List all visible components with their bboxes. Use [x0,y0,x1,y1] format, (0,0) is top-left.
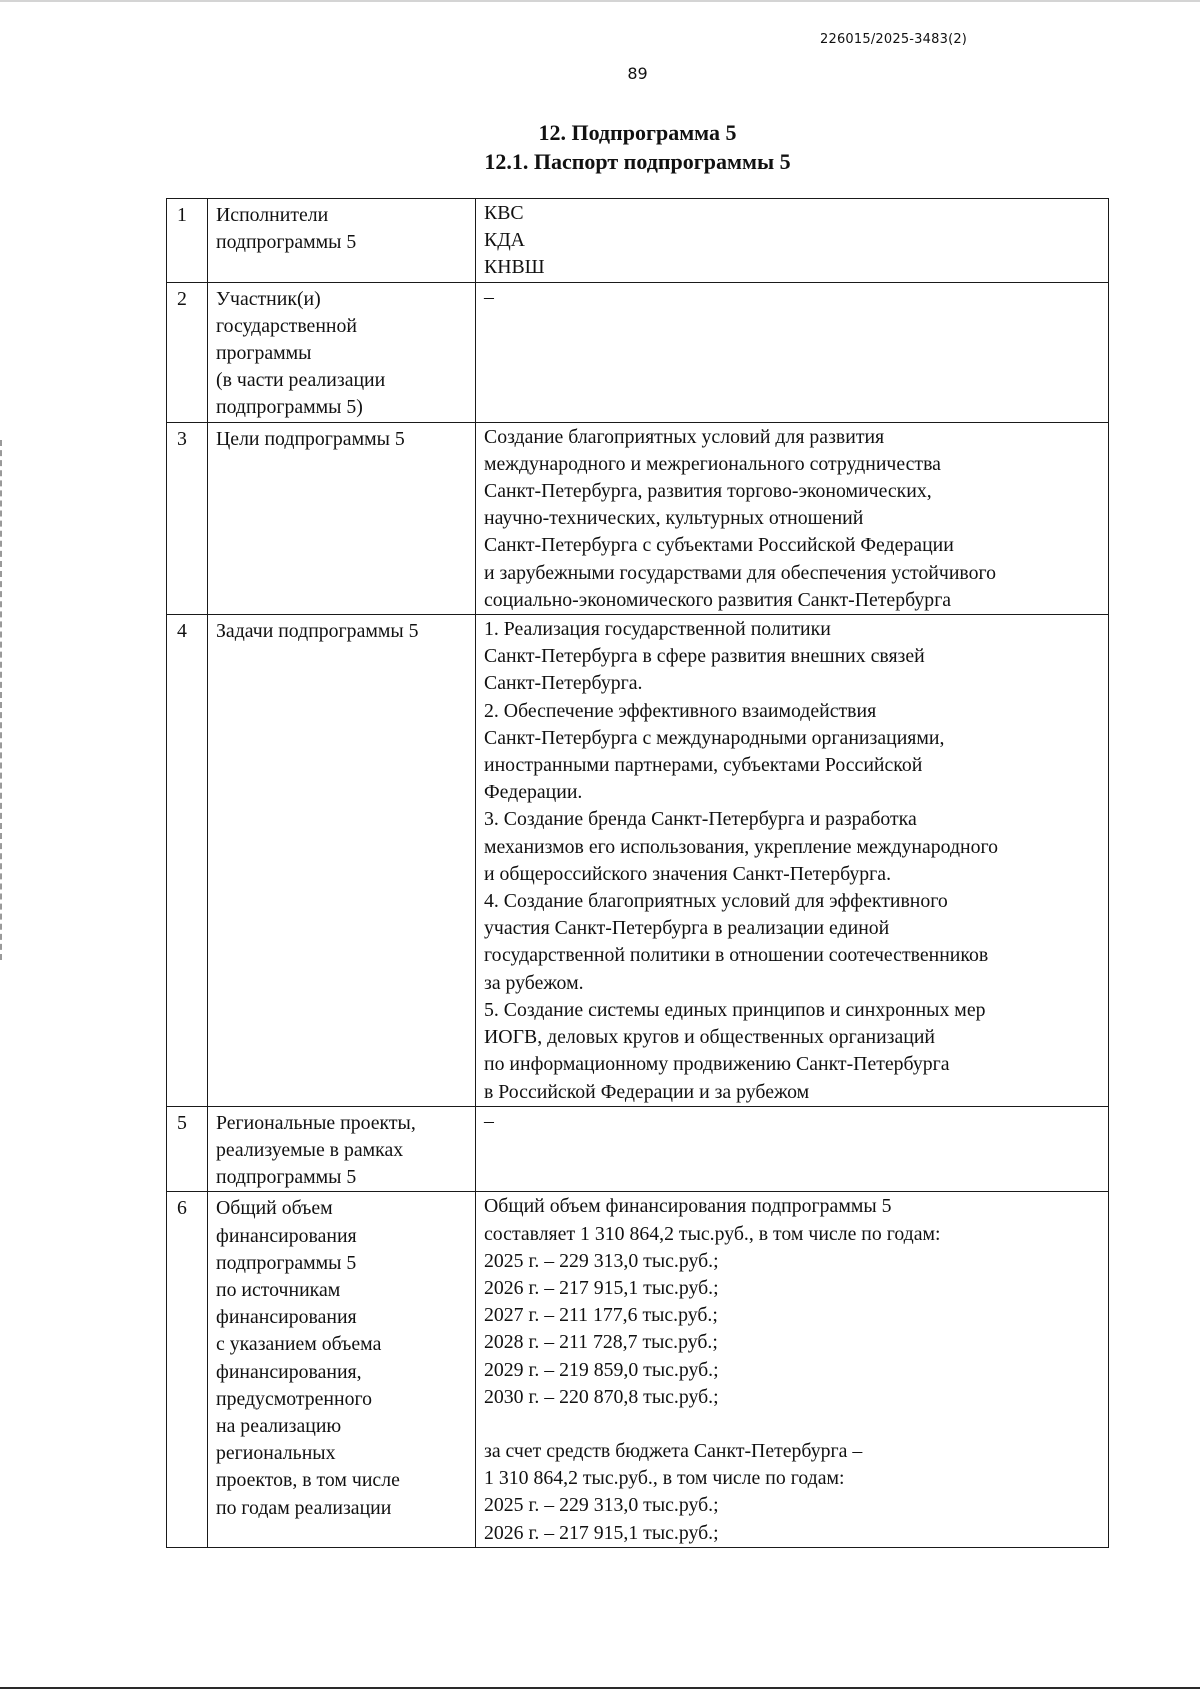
scan-edge-marks [0,440,5,960]
row-value-line: Санкт-Петербурга с субъектами Российской Федерации [484,534,954,557]
row-label-line: Региональные проекты, [216,1111,416,1134]
row-label-line: на реализацию [216,1414,342,1437]
row-value-line: по информационному продвижению Санкт-Петербурга [484,1053,950,1076]
row-value-line: за счет средств бюджета Санкт-Петербурга – [484,1439,863,1462]
row-value [476,422,1109,614]
row-value-line: Создание благоприятных условий для развития [484,425,885,448]
row-value-line: Санкт-Петербурга. [484,672,643,695]
row-label-line: подпрограммы 5 [216,231,357,254]
row-label [208,282,476,422]
row-value-line: 4. Создание благоприятных условий для эффективного [484,890,948,913]
row-label-line: финансирования, [216,1360,362,1383]
row-value-line: государственной политики в отношении соотечественников [484,944,989,967]
row-label [208,615,476,1107]
row-value [476,1106,1109,1192]
row-value-line: иностранными партнерами, субъектами Российской [484,754,923,777]
row-label-line: с указанием объема [216,1333,382,1356]
row-value-line: Санкт-Петербурга в сфере развития внешних связей [484,645,925,668]
row-label-line: Исполнители [216,204,329,226]
row-label-line: Участник(и) [216,287,321,310]
row-value [476,199,1109,283]
row-value-line: 1 310 864,2 тыс.руб., в том числе по годам: [484,1467,845,1490]
row-number: 6 [167,1192,208,1547]
row-value-line: 5. Создание системы единых принципов и синхронных мер [484,998,986,1021]
row-value-line: Общий объем финансирования подпрограммы 5 [484,1195,892,1218]
row-value [476,282,1109,422]
passport-row [167,1106,1109,1192]
document-registration-number: 226015/2025-3483(2) [820,32,968,47]
row-value-line: 2029 г. – 219 859,0 тыс.руб.; [484,1358,719,1381]
row-value-line: Санкт-Петербурга с международными организациями, [484,726,945,749]
row-value-line: КДА [484,229,525,252]
row-value-line: участия Санкт-Петербурга в реализации единой [484,917,890,940]
section-title: 12. Подпрограмма 5 [538,120,737,145]
row-value-line: и зарубежными государствами для обеспечения устойчивого [484,561,997,584]
row-label-line: региональных [216,1442,336,1465]
row-value-line: 2025 г. – 229 313,0 тыс.руб.; [484,1249,719,1272]
row-label [208,1192,476,1547]
row-label-line: (в части реализации [216,369,386,392]
row-value [476,1192,1109,1547]
passport-row [167,422,1109,614]
row-value-line: 2026 г. – 217 915,1 тыс.руб.; [484,1276,719,1299]
row-value-line: 2. Обеспечение эффективного взаимодействия [484,699,877,722]
row-value-line: составляет 1 310 864,2 тыс.руб., в том числе по годам: [484,1222,941,1245]
row-label-line: финансирования [216,1306,357,1329]
section-subtitle: 12.1. Паспорт подпрограммы 5 [484,149,791,174]
passport-table-body [167,199,1109,1548]
row-label-line: по годам реализации [216,1496,392,1519]
row-value [476,615,1109,1107]
row-value-line: социально-экономического развития Санкт-Петербурга [484,588,952,611]
row-number: 2 [167,282,208,422]
row-label [208,422,476,614]
row-value-line: 2027 г. – 211 177,6 тыс.руб.; [484,1304,718,1327]
page-number: 89 [627,64,648,83]
subprogram-passport-table [166,198,1109,1548]
row-value-line: в Российской Федерации и за рубежом [484,1080,810,1103]
section-heading [0,118,1200,176]
row-number: 5 [167,1106,208,1192]
row-number: 4 [167,615,208,1107]
row-number: 1 [167,199,208,283]
row-label-line: государственной [216,314,357,337]
passport-row [167,282,1109,422]
row-label-line: Общий объем [216,1197,333,1220]
row-value-line: механизмов его использования, укрепление международного [484,835,999,858]
row-value-line: – [484,285,494,308]
row-label-line: финансирования [216,1224,357,1247]
row-value-line: 2025 г. – 229 313,0 тыс.руб.; [484,1494,719,1517]
scan-top-edge [0,0,1200,2]
row-value-line: 1. Реализация государственной политики [484,618,831,641]
row-label-line: подпрограммы 5 [216,1166,357,1189]
passport-row [167,199,1109,283]
row-label-line: по источникам [216,1278,341,1301]
row-value-line: международного и межрегионального сотрудничества [484,452,941,475]
row-label-line: Цели подпрограммы 5 [216,427,405,450]
row-value-line: КНВШ [484,256,545,279]
row-value-line: научно-технических, культурных отношений [484,507,864,530]
row-label-line: программы [216,342,312,365]
row-value-line [484,1411,1103,1438]
scan-bottom-edge [0,1687,1200,1689]
row-label-line: Задачи подпрограммы 5 [216,620,419,643]
row-value-line: ИОГВ, деловых кругов и общественных организаций [484,1026,936,1049]
row-value-line: 2028 г. – 211 728,7 тыс.руб.; [484,1331,718,1354]
row-value-line: за рубежом. [484,971,584,994]
row-label-line: подпрограммы 5) [216,396,363,419]
passport-row [167,615,1109,1107]
row-label-line: подпрограммы 5 [216,1251,357,1274]
row-label-line: предусмотренного [216,1387,373,1410]
row-label-line: проектов, в том числе [216,1469,400,1492]
row-label [208,1106,476,1192]
row-label [208,199,476,283]
row-number: 3 [167,422,208,614]
row-value-line: Санкт-Петербурга, развития торгово-экономических, [484,480,932,503]
row-value-line: – [484,1109,494,1132]
row-value-line: Федерации. [484,781,583,804]
row-value-line: и общероссийского значения Санкт-Петербурга. [484,862,892,885]
row-value-line: 3. Создание бренда Санкт-Петербурга и разработка [484,808,917,831]
row-value-line: 2030 г. – 220 870,8 тыс.руб.; [484,1385,719,1408]
row-label-line: реализуемые в рамках [216,1138,404,1161]
row-value-line: 2026 г. – 217 915,1 тыс.руб.; [484,1521,719,1544]
row-value-line: КВС [484,202,524,224]
passport-row [167,1192,1109,1547]
